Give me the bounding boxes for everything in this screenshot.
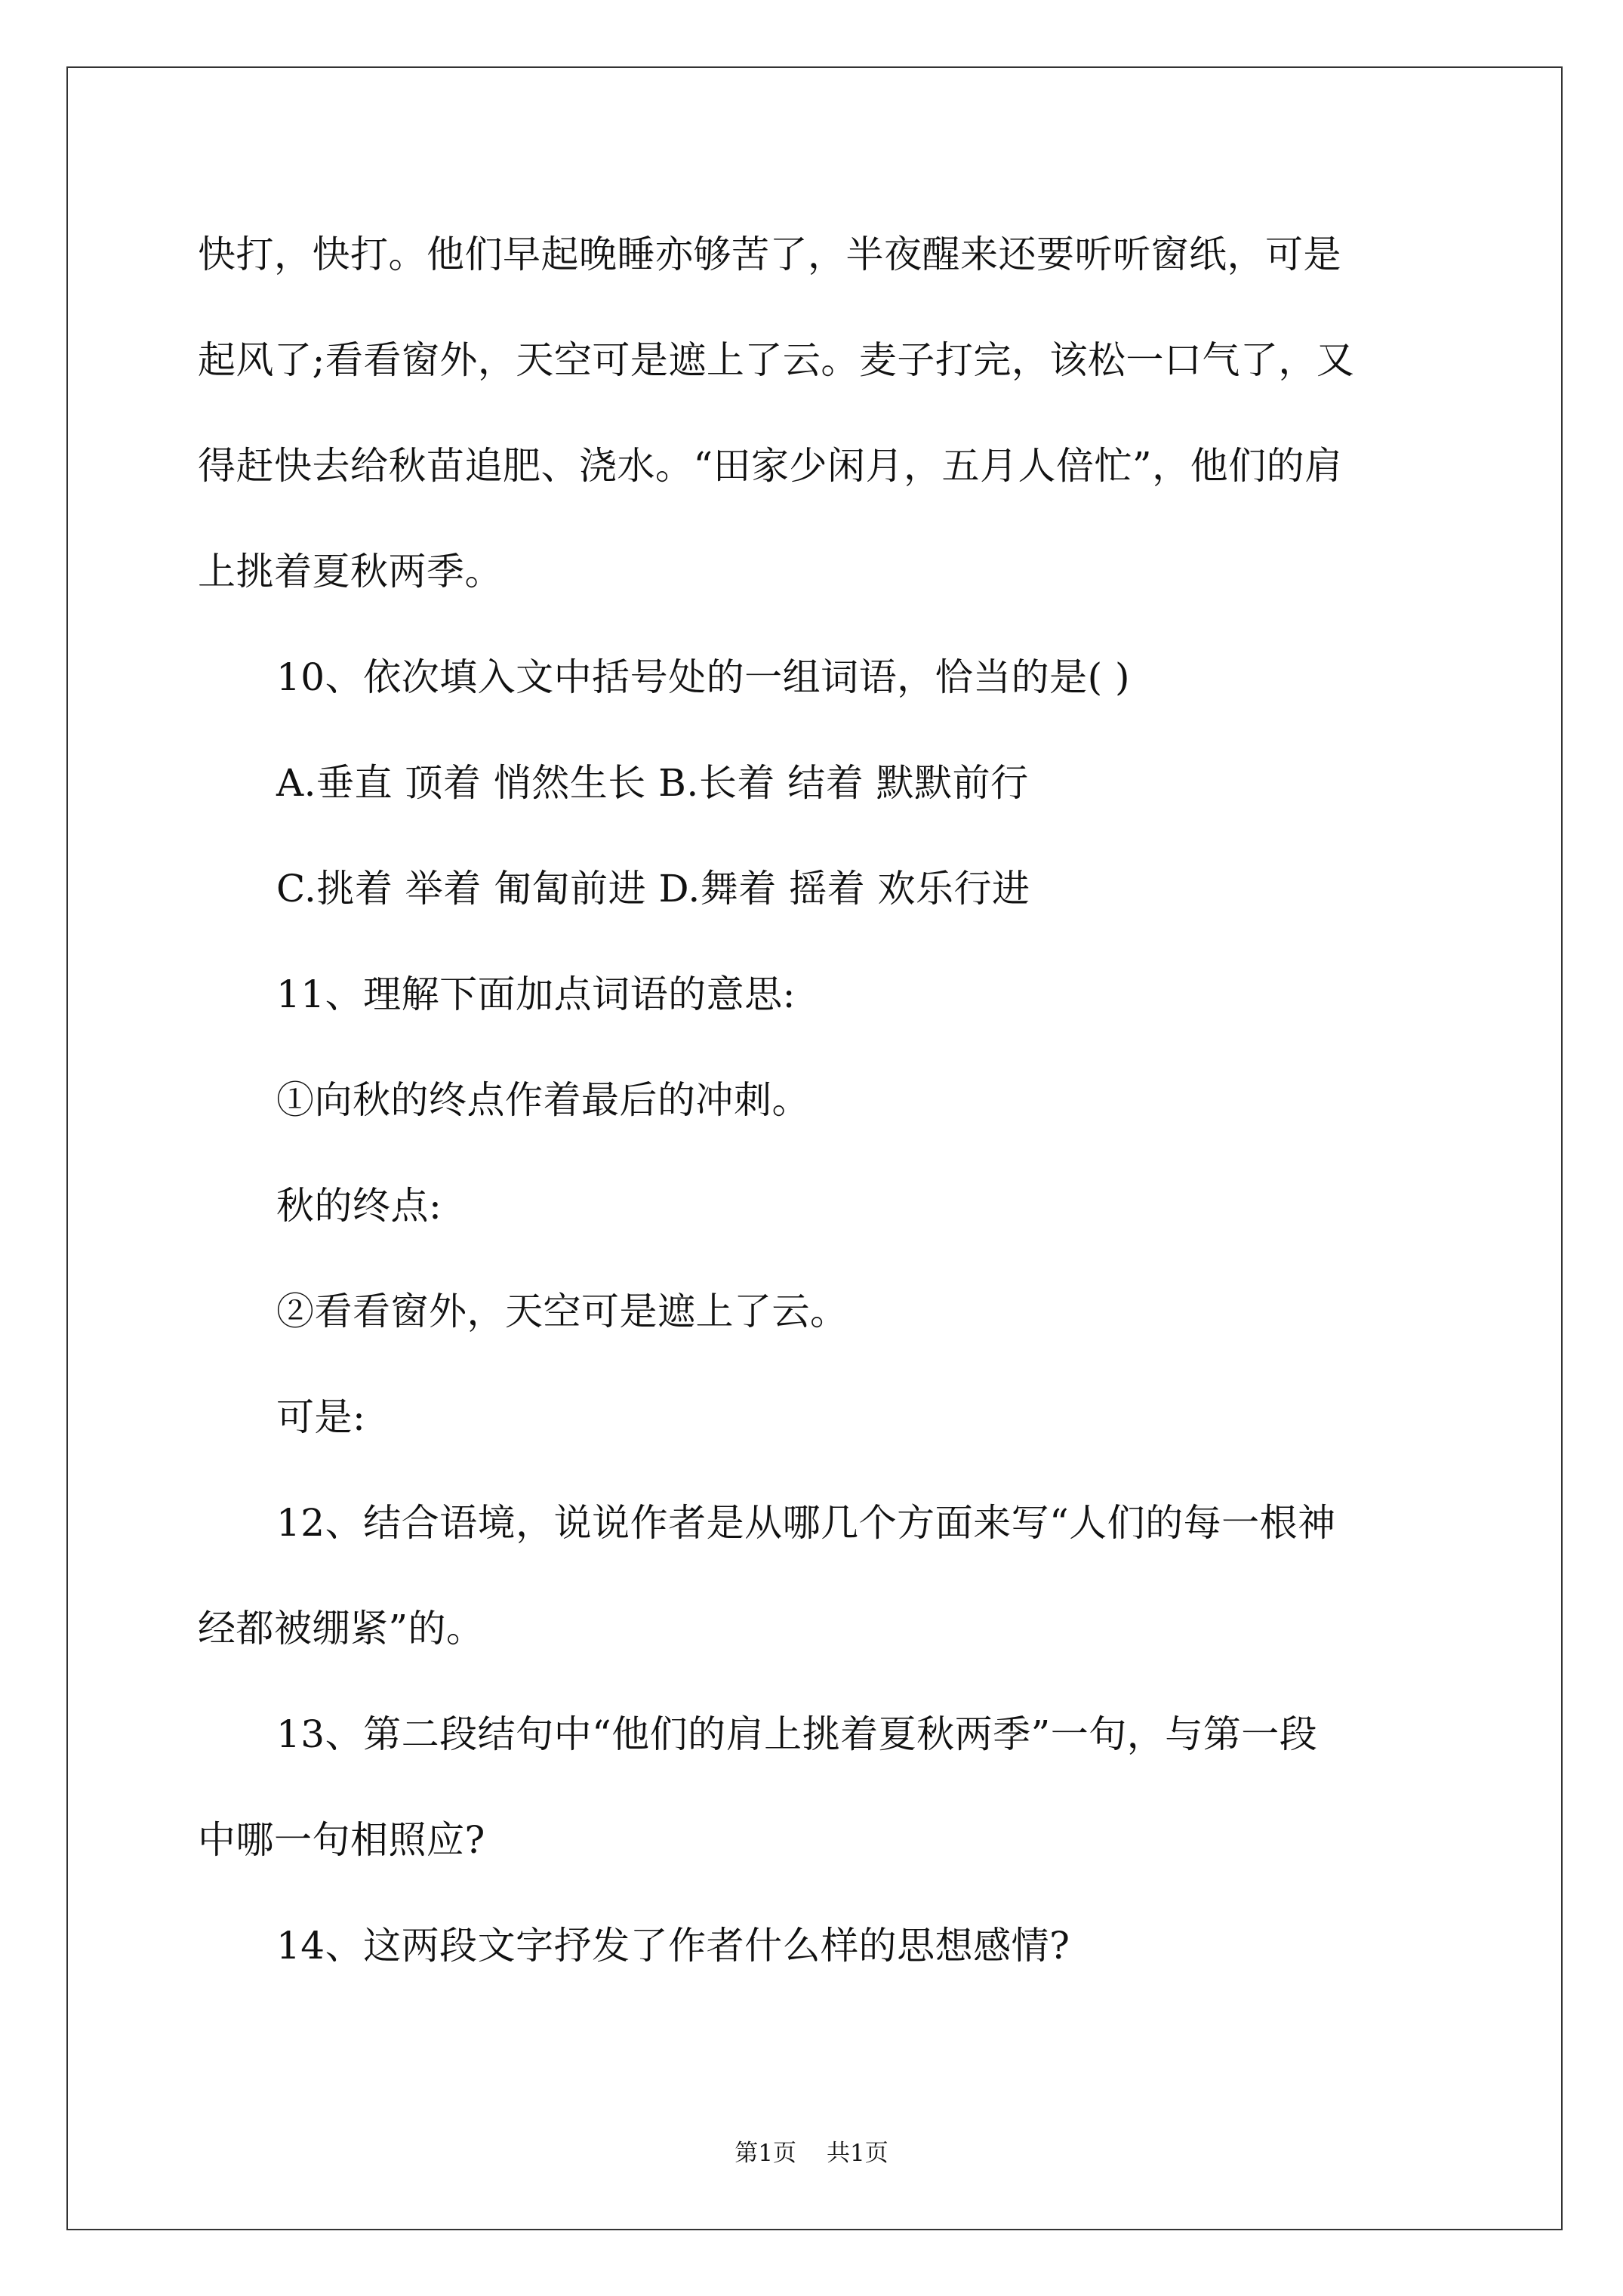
page-number: 第1页	[735, 2140, 796, 2167]
answer-prompt: 可是:	[276, 1395, 366, 1439]
page-footer	[0, 2138, 1623, 2168]
page-border	[66, 66, 1563, 2230]
text-line: 上挑着夏秋两季。	[198, 550, 503, 593]
text-line: 起风了;看看窗外，天空可是遮上了云。麦子打完，该松一口气了，又	[198, 338, 1355, 382]
text-line: 得赶快去给秋苗追肥、浇水。“田家少闲月，五月人倍忙”，他们的肩	[198, 444, 1343, 488]
question-13: 13、第二段结句中“他们的肩上挑着夏秋两季”一句，与第一段	[276, 1712, 1318, 1756]
text-line: 经都被绷紧”的。	[198, 1607, 485, 1650]
question-10: 10、依次填入文中括号处的一组词语，恰当的是( )	[276, 655, 1131, 699]
option-line: C.挑着 举着 匍匐前进 D.舞着 摇着 欢乐行进	[276, 867, 1030, 911]
sub-question: ①向秋的终点作着最后的冲刺。	[276, 1078, 810, 1122]
text-line: 快打，快打。他们早起晚睡亦够苦了，半夜醒来还要听听窗纸，可是	[198, 233, 1341, 276]
text-line: 中哪一句相照应?	[198, 1818, 485, 1862]
page-total: 共1页	[827, 2140, 888, 2167]
answer-prompt: 秋的终点:	[276, 1184, 442, 1228]
sub-question: ②看看窗外，天空可是遮上了云。	[276, 1290, 848, 1333]
question-12: 12、结合语境，说说作者是从哪几个方面来写“人们的每一根神	[276, 1501, 1336, 1545]
question-14: 14、这两段文字抒发了作者什么样的思想感情?	[276, 1924, 1070, 1968]
option-line: A.垂直 顶着 悄然生长 B.长着 结着 默默前行	[276, 761, 1029, 805]
question-11: 11、理解下面加点词语的意思:	[276, 972, 796, 1016]
